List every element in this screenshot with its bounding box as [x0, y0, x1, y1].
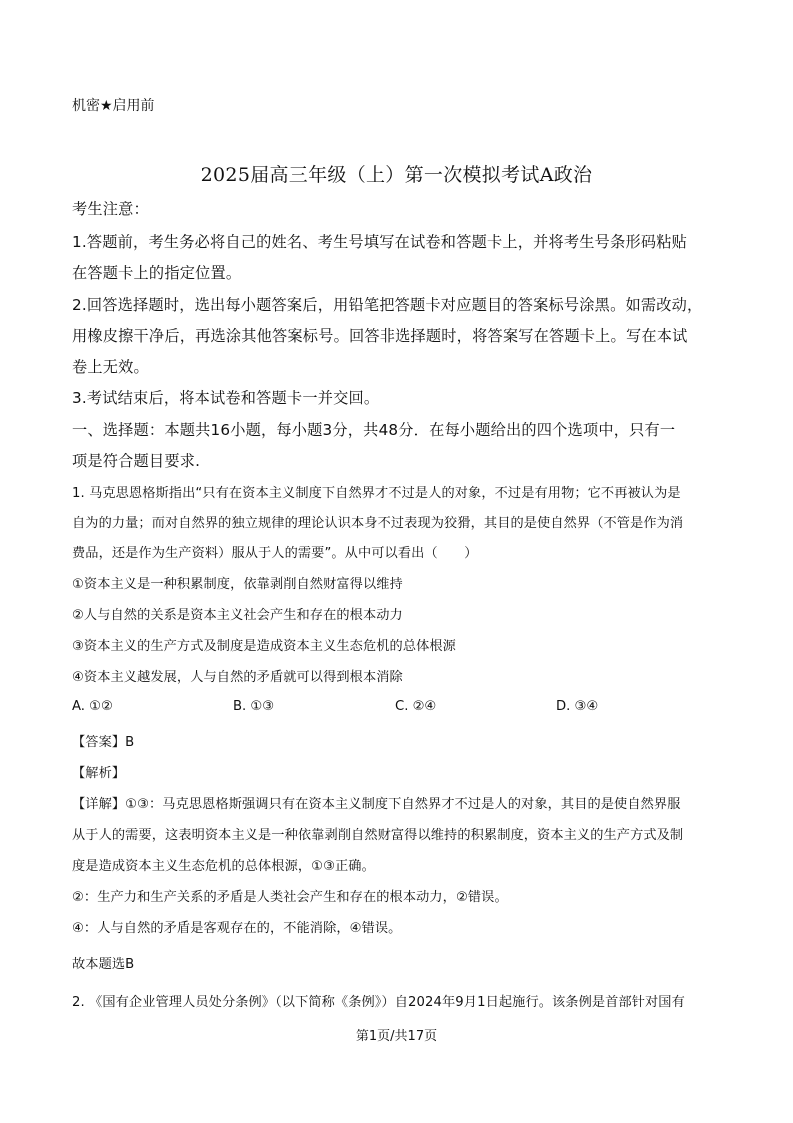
notice-item-2: 2.回答选择题时，选出每小题答案后，用铅笔把答题卡对应题目的答案标号涂黑。如需改动， — [72, 296, 703, 314]
q1-stem-cont2: 费品，还是作为生产资料）服从于人的需要”。从中可以看出（ ） — [72, 546, 478, 561]
q1-detail-4: ④：人与自然的矛盾是客观存在的，不能消除，④错误。 — [72, 921, 402, 936]
section-heading: 一、选择题：本题共16小题，每小题3分，共48分．在每小题给出的四个选项中，只有一 — [72, 421, 676, 439]
notice-item-2-cont2: 卷上无效。 — [72, 358, 149, 376]
q1-option-b: B. ①③ — [233, 699, 275, 714]
page-footer: 第1页/共17页 — [355, 1029, 438, 1044]
q1-detail-cont: 从于人的需要，这表明资本主义是一种依靠剥削自然财富得以维持的积累制度，资本主义的生产方式及制 — [72, 828, 684, 843]
section-heading-cont: 项是符合题目要求. — [72, 452, 201, 470]
q1-statement-3: ③资本主义的生产方式及制度是造成资本主义生态危机的总体根源 — [72, 639, 456, 654]
q1-stem-cont: 自为的力量；而对自然界的独立规律的理论认识本身不过表现为狡猾，其目的是使自然界（不管是作为消 — [72, 516, 684, 531]
notice-item-3: 3.考试结束后，将本试卷和答题卡一并交回。 — [72, 389, 380, 407]
q1-option-a: A. ①② — [72, 699, 113, 714]
q1-option-c: C. ②④ — [395, 699, 437, 714]
q1-statement-1: ①资本主义是一种积累制度，依靠剥削自然财富得以维持 — [72, 577, 403, 592]
q1-option-d: D. ③④ — [556, 699, 599, 714]
notice-item-2-cont: 用橡皮擦干净后，再选涂其他答案标号。回答非选择题时，将答案写在答题卡上。写在本试 — [72, 327, 688, 345]
q2-stem: 2. 《国有企业管理人员处分条例》（以下简称《条例》）自2024年9月1日起施行。该条例是首部针对国有 — [72, 995, 685, 1010]
confidential-label: 机密★启用前 — [72, 98, 155, 114]
q1-detail-2: ②：生产力和生产关系的矛盾是人类社会产生和存在的根本动力，②错误。 — [72, 890, 508, 905]
q1-conclusion: 故本题选B — [72, 957, 135, 972]
q1-stem: 1. 马克思恩格斯指出“只有在资本主义制度下自然界才不过是人的对象，不过是有用物；它不再被认为是 — [72, 486, 681, 501]
q1-statement-2: ②人与自然的关系是资本主义社会产生和存在的根本动力 — [72, 608, 403, 623]
q1-detail-cont2: 度是造成资本主义生态危机的总体根源，①③正确。 — [72, 859, 375, 874]
notice-item-1: 1.答题前，考生务必将自己的姓名、考生号填写在试卷和答题卡上，并将考生号条形码粘贴 — [72, 233, 688, 251]
notice-item-1-cont: 在答题卡上的指定位置。 — [72, 264, 242, 282]
q1-statement-4: ④资本主义越发展，人与自然的矛盾就可以得到根本消除 — [72, 670, 403, 685]
q1-detail: 【详解】①③：马克思恩格斯强调只有在资本主义制度下自然界才不过是人的对象，其目的是使自然界服 — [72, 797, 681, 812]
q1-answer: 【答案】B — [72, 735, 135, 750]
q1-analysis-label: 【解析】 — [72, 766, 126, 781]
notice-heading: 考生注意： — [72, 200, 149, 218]
exam-title: 2025届高三年级（上）第一次模拟考试A政治 — [200, 164, 593, 186]
